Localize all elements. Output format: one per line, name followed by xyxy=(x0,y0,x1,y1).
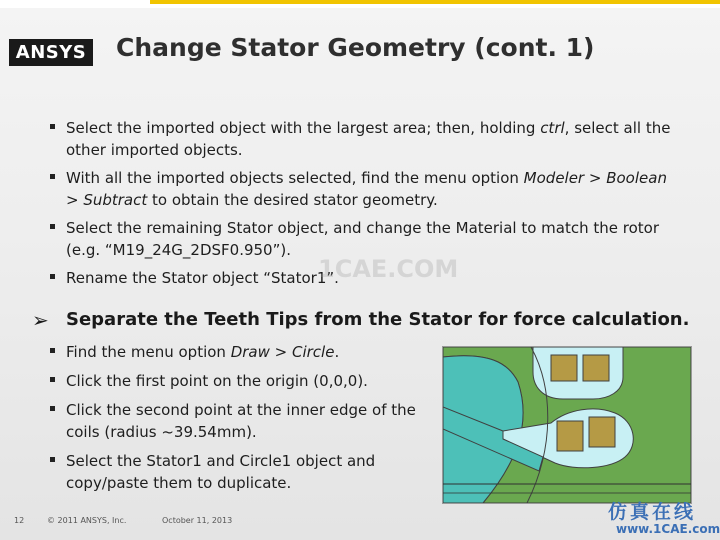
bullet-item xyxy=(0,450,420,494)
copyright-text: © 2011 ANSYS, Inc. xyxy=(47,516,127,525)
section-heading-text: Separate the Teeth Tips from the Stator for force calculation. xyxy=(66,309,690,330)
bullet-text: to obtain the desired stator geometry. xyxy=(147,191,438,209)
corner-watermark-chinese: 仿真在线 xyxy=(608,501,697,523)
bullet-italic-text: Modeler > Boolean > Subtract xyxy=(66,169,667,209)
bullet-italic-text: Draw > Circle xyxy=(230,343,335,361)
stator-geometry-figure xyxy=(442,346,692,504)
bullet-list-bottom xyxy=(0,341,420,501)
bullet-item xyxy=(0,399,420,443)
center-watermark: 1CAE.COM xyxy=(318,255,459,283)
top-bar xyxy=(0,0,720,8)
upper-coil-right xyxy=(583,355,609,381)
bullet-text: Select the remaining Stator object, and change the Material to match the rotor (e.g. “M19_24G_2DSF0.950”). xyxy=(66,219,659,259)
bullet-text: . xyxy=(334,343,340,361)
slide-title: Change Stator Geometry (cont. 1) xyxy=(116,33,595,62)
footer-date: October 11, 2013 xyxy=(162,516,233,525)
bullet-text: , select all the other imported objects. xyxy=(66,119,671,159)
upper-coil-left xyxy=(551,355,577,381)
ansys-logo: ANSYS xyxy=(9,39,93,66)
bullet-italic-text: ctrl xyxy=(540,119,565,137)
bullet-text: Select the imported object with the largest area; then, holding xyxy=(66,119,541,137)
bullet-text: Rename the Stator object “Stator1”. xyxy=(66,269,339,287)
bullet-item xyxy=(0,167,684,211)
bullet-item xyxy=(0,341,420,363)
bullet-text: Select the Stator1 and Circle1 object and copy/paste them to duplicate. xyxy=(66,452,376,492)
lower-coil-right xyxy=(589,417,615,447)
bullet-text: Click the first point on the origin (0,0,0). xyxy=(66,372,368,390)
page-number: 12 xyxy=(14,516,25,525)
bullet-text: Click the second point at the inner edge of the coils (radius ~39.54mm). xyxy=(66,401,416,441)
bullet-text: With all the imported objects selected, find the menu option xyxy=(66,169,524,187)
bullet-item xyxy=(0,370,420,392)
bullet-text: Find the menu option xyxy=(66,343,231,361)
corner-watermark-url: www.1CAE.com xyxy=(616,522,720,536)
top-accent-stripe xyxy=(150,0,720,4)
arrow-bullet-icon: ➢ xyxy=(32,308,49,332)
stator-geometry-drawing xyxy=(443,347,691,503)
lower-coil-left xyxy=(557,421,583,451)
bullet-item xyxy=(0,117,684,161)
section-heading xyxy=(32,307,712,333)
